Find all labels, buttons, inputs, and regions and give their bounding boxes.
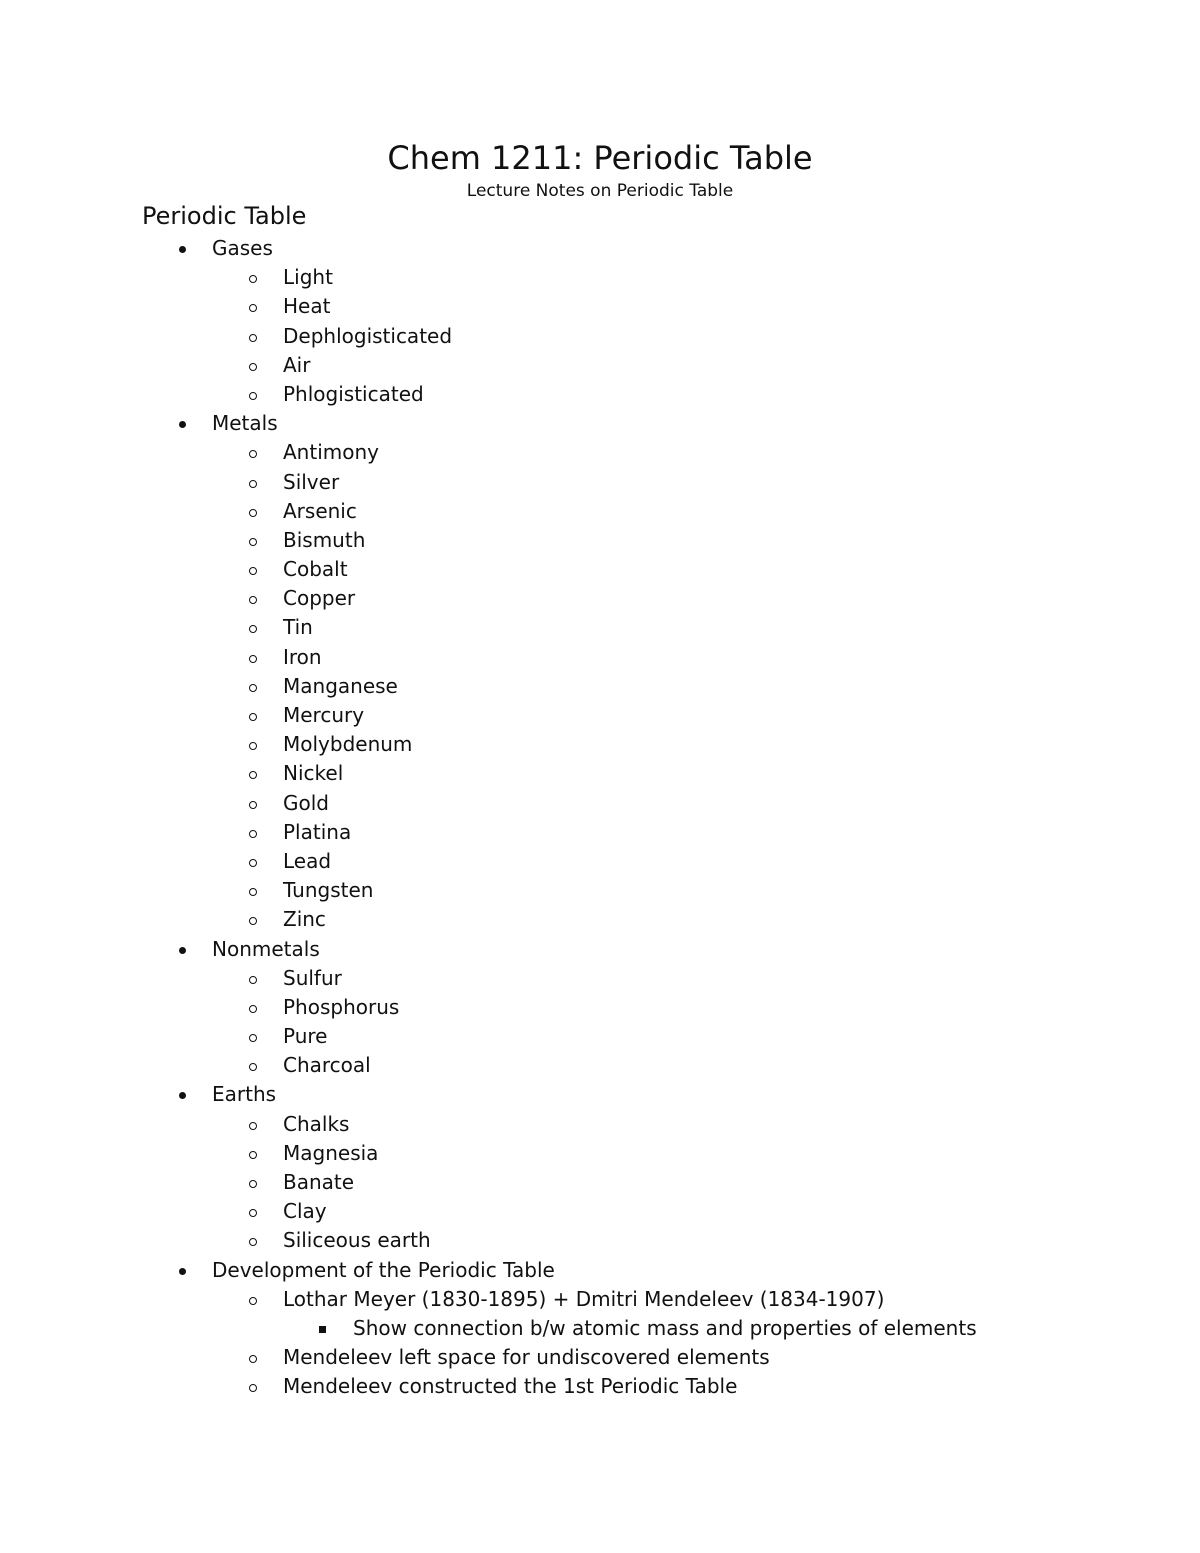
hollow-circle-bullet-icon [249,625,257,633]
outline-item-level-2 [0,584,1200,613]
hollow-circle-bullet-icon [249,596,257,604]
hollow-circle-bullet-icon [249,1355,257,1363]
outline-item-text: Dephlogisticated [283,323,453,348]
outline-item-level-2 [0,1139,1200,1168]
outline-item-text: Antimony [283,440,379,465]
outline-item-text: Siliceous earth [283,1228,431,1253]
outline-item-level-1 [0,409,1200,438]
outline-item-text: Lead [283,848,332,873]
outline-item-level-2 [0,613,1200,642]
hollow-circle-bullet-icon [249,1151,257,1159]
outline-item-text: Phlogisticated [283,381,424,406]
outline-item-level-2 [0,351,1200,380]
hollow-circle-bullet-icon [249,567,257,575]
hollow-circle-bullet-icon [249,1209,257,1217]
hollow-circle-bullet-icon [249,1238,257,1246]
outline-item-level-2 [0,993,1200,1022]
filled-dot-bullet-icon [179,421,186,428]
outline-item-text: Manganese [283,673,398,698]
hollow-circle-bullet-icon [249,450,257,458]
hollow-circle-bullet-icon [249,684,257,692]
outline-item-text: Arsenic [283,498,357,523]
outline-item-level-2 [0,468,1200,497]
outline-item-level-2 [0,1226,1200,1255]
outline-item-text: Sulfur [283,965,342,990]
hollow-circle-bullet-icon [249,976,257,984]
hollow-circle-bullet-icon [249,538,257,546]
outline-item-level-1 [0,935,1200,964]
outline-item-level-2 [0,1110,1200,1139]
outline-item-level-1 [0,1080,1200,1109]
hollow-circle-bullet-icon [249,275,257,283]
filled-square-bullet-icon [319,1326,326,1333]
filled-dot-bullet-icon [179,947,186,954]
outline-item-level-2 [0,876,1200,905]
outline-item-level-2 [0,730,1200,759]
outline-item-level-2 [0,555,1200,584]
outline-item-text: Air [283,352,311,377]
outline-item-level-2 [0,380,1200,409]
outline-item-level-2 [0,701,1200,730]
outline-item-text: Earths [212,1082,277,1107]
outline-item-text: Copper [283,586,356,611]
outline-item-text: Gold [283,790,329,815]
outline-item-level-2 [0,847,1200,876]
hollow-circle-bullet-icon [249,742,257,750]
hollow-circle-bullet-icon [249,1122,257,1130]
hollow-circle-bullet-icon [249,830,257,838]
hollow-circle-bullet-icon [249,1034,257,1042]
hollow-circle-bullet-icon [249,334,257,342]
outline-item-text: Show connection b/w atomic mass and properties of elements [353,1315,977,1340]
outline-item-level-2 [0,643,1200,672]
outline-item-level-2 [0,964,1200,993]
outline-item-text: Iron [283,644,322,669]
notes-outline [0,234,1200,1402]
outline-item-level-2 [0,497,1200,526]
hollow-circle-bullet-icon [249,917,257,925]
outline-item-text: Heat [283,294,331,319]
hollow-circle-bullet-icon [249,713,257,721]
filled-dot-bullet-icon [179,246,186,253]
outline-item-text: Development of the Periodic Table [212,1257,555,1282]
outline-item-text: Nickel [283,761,344,786]
outline-item-text: Chalks [283,1111,350,1136]
outline-item-level-2 [0,1051,1200,1080]
outline-item-text: Cobalt [283,557,348,582]
outline-item-text: Magnesia [283,1140,379,1165]
outline-item-text: Lothar Meyer (1830-1895) + Dmitri Mendeleev (1834-1907) [283,1286,885,1311]
hollow-circle-bullet-icon [249,1297,257,1305]
hollow-circle-bullet-icon [249,363,257,371]
outline-item-text: Mercury [283,703,365,727]
hollow-circle-bullet-icon [249,1180,257,1188]
outline-item-text: Molybdenum [283,732,413,757]
outline-item-text: Tin [283,615,313,640]
hollow-circle-bullet-icon [249,888,257,896]
outline-item-level-2 [0,526,1200,555]
hollow-circle-bullet-icon [249,480,257,488]
hollow-circle-bullet-icon [249,304,257,312]
outline-item-level-2 [0,322,1200,351]
outline-item-text: Gases [212,236,273,260]
outline-item-level-3 [0,1314,1200,1343]
hollow-circle-bullet-icon [249,801,257,809]
outline-item-text: Bismuth [283,527,366,552]
section-heading: Periodic Table [142,202,307,230]
outline-item-level-1 [0,234,1200,263]
outline-item-text: Platina [283,819,352,844]
outline-item-level-2 [0,789,1200,818]
document-title: Chem 1211: Periodic Table [387,139,813,177]
filled-dot-bullet-icon [179,1092,186,1099]
outline-item-level-2 [0,1022,1200,1051]
outline-item-level-2 [0,1168,1200,1197]
outline-item-level-1 [0,1256,1200,1285]
hollow-circle-bullet-icon [249,771,257,779]
outline-item-text: Metals [212,411,278,436]
outline-item-text: Phosphorus [283,994,400,1019]
outline-item-text: Banate [283,1170,355,1194]
hollow-circle-bullet-icon [249,392,257,400]
outline-item-level-2 [0,905,1200,934]
outline-item-text: Silver [283,469,340,494]
outline-item-level-2 [0,1197,1200,1226]
filled-dot-bullet-icon [179,1268,186,1275]
outline-item-text: Clay [283,1199,327,1224]
outline-item-text: Mendeleev constructed the 1st Periodic Table [283,1374,738,1399]
outline-item-text: Zinc [283,907,326,932]
outline-item-text: Charcoal [283,1053,371,1078]
outline-item-text: Nonmetals [212,936,320,961]
outline-item-level-2 [0,438,1200,467]
outline-item-level-2 [0,292,1200,321]
outline-item-text: Pure [283,1024,328,1049]
outline-item-text: Mendeleev left space for undiscovered elements [283,1345,770,1370]
outline-item-level-2 [0,672,1200,701]
hollow-circle-bullet-icon [249,859,257,867]
document-subtitle: Lecture Notes on Periodic Table [466,181,734,201]
hollow-circle-bullet-icon [249,509,257,517]
outline-item-level-2 [0,1285,1200,1314]
outline-item-level-2 [0,263,1200,292]
hollow-circle-bullet-icon [249,1384,257,1392]
hollow-circle-bullet-icon [249,655,257,663]
hollow-circle-bullet-icon [249,1005,257,1013]
hollow-circle-bullet-icon [249,1063,257,1071]
outline-item-level-2 [0,818,1200,847]
outline-item-level-2 [0,759,1200,788]
outline-item-text: Tungsten [283,878,374,903]
outline-item-level-2 [0,1343,1200,1372]
outline-item-level-2 [0,1372,1200,1401]
outline-item-text: Light [283,265,333,290]
